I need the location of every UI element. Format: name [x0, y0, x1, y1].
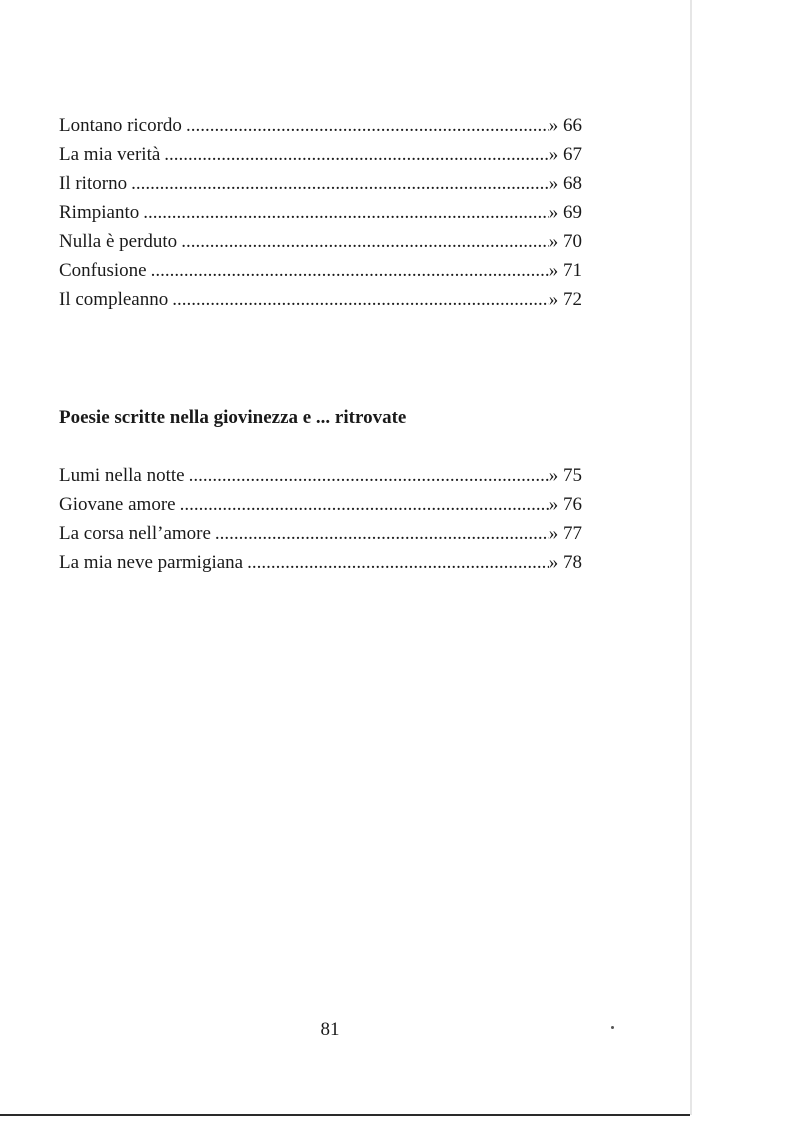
toc-leader-dots	[143, 198, 549, 227]
toc-entry-page: » 78	[548, 552, 582, 573]
toc-leader-dots	[247, 548, 549, 577]
toc-leader-dots	[180, 490, 549, 519]
toc-entry-page: » 70	[548, 231, 582, 252]
toc-entry	[59, 461, 582, 490]
toc-entry-title: Il compleanno	[59, 289, 169, 310]
toc-entry-title: Lumi nella notte	[59, 465, 185, 486]
toc-entry-title: Il ritorno	[59, 173, 128, 194]
toc-entry	[59, 256, 582, 285]
toc-leader-dots	[164, 140, 548, 169]
toc-entry	[59, 548, 582, 577]
toc-leader-dots	[151, 256, 549, 285]
toc-entry-page: » 67	[548, 144, 582, 165]
toc-entry-title: Confusione	[59, 260, 147, 281]
toc-entry	[59, 285, 582, 314]
toc-entry-title: La mia verità	[59, 144, 161, 165]
toc-list	[59, 461, 582, 577]
toc-entry	[59, 111, 582, 140]
toc-entry-page: » 72	[548, 289, 582, 310]
toc-entry-page: » 77	[548, 523, 582, 544]
toc-entry-page: » 75	[548, 465, 582, 486]
section-heading: Poesie scritte nella giovinezza e ... ritrovate	[59, 407, 407, 428]
page-edge	[0, 1114, 690, 1116]
toc-list	[59, 111, 582, 314]
toc-entry	[59, 490, 582, 519]
toc-entry-title: Nulla è perduto	[59, 231, 178, 252]
toc-entry-page: » 76	[548, 494, 582, 515]
toc-entry	[59, 169, 582, 198]
toc-entry-title: Giovane amore	[59, 494, 176, 515]
toc-entry	[59, 519, 582, 548]
toc-leader-dots	[189, 461, 549, 490]
toc-entry-page: » 71	[548, 260, 582, 281]
toc-entry-page: » 68	[548, 173, 582, 194]
scan-speck	[611, 1026, 614, 1029]
toc-entry-title: Lontano ricordo	[59, 115, 182, 136]
toc-entry-page: » 66	[548, 115, 582, 136]
toc-entry-title: La mia neve parmigiana	[59, 552, 244, 573]
toc-leader-dots	[131, 169, 549, 198]
toc-leader-dots	[172, 285, 549, 314]
toc-entry	[59, 198, 582, 227]
toc-entry-title: Rimpianto	[59, 202, 140, 223]
toc-entry-page: » 69	[548, 202, 582, 223]
toc-entry-title: La corsa nell’amore	[59, 523, 211, 544]
toc-entry	[59, 140, 582, 169]
toc-leader-dots	[181, 227, 549, 256]
page-number: 81	[320, 1019, 340, 1040]
toc-entry	[59, 227, 582, 256]
toc-leader-dots	[215, 519, 549, 548]
toc-leader-dots	[186, 111, 549, 140]
